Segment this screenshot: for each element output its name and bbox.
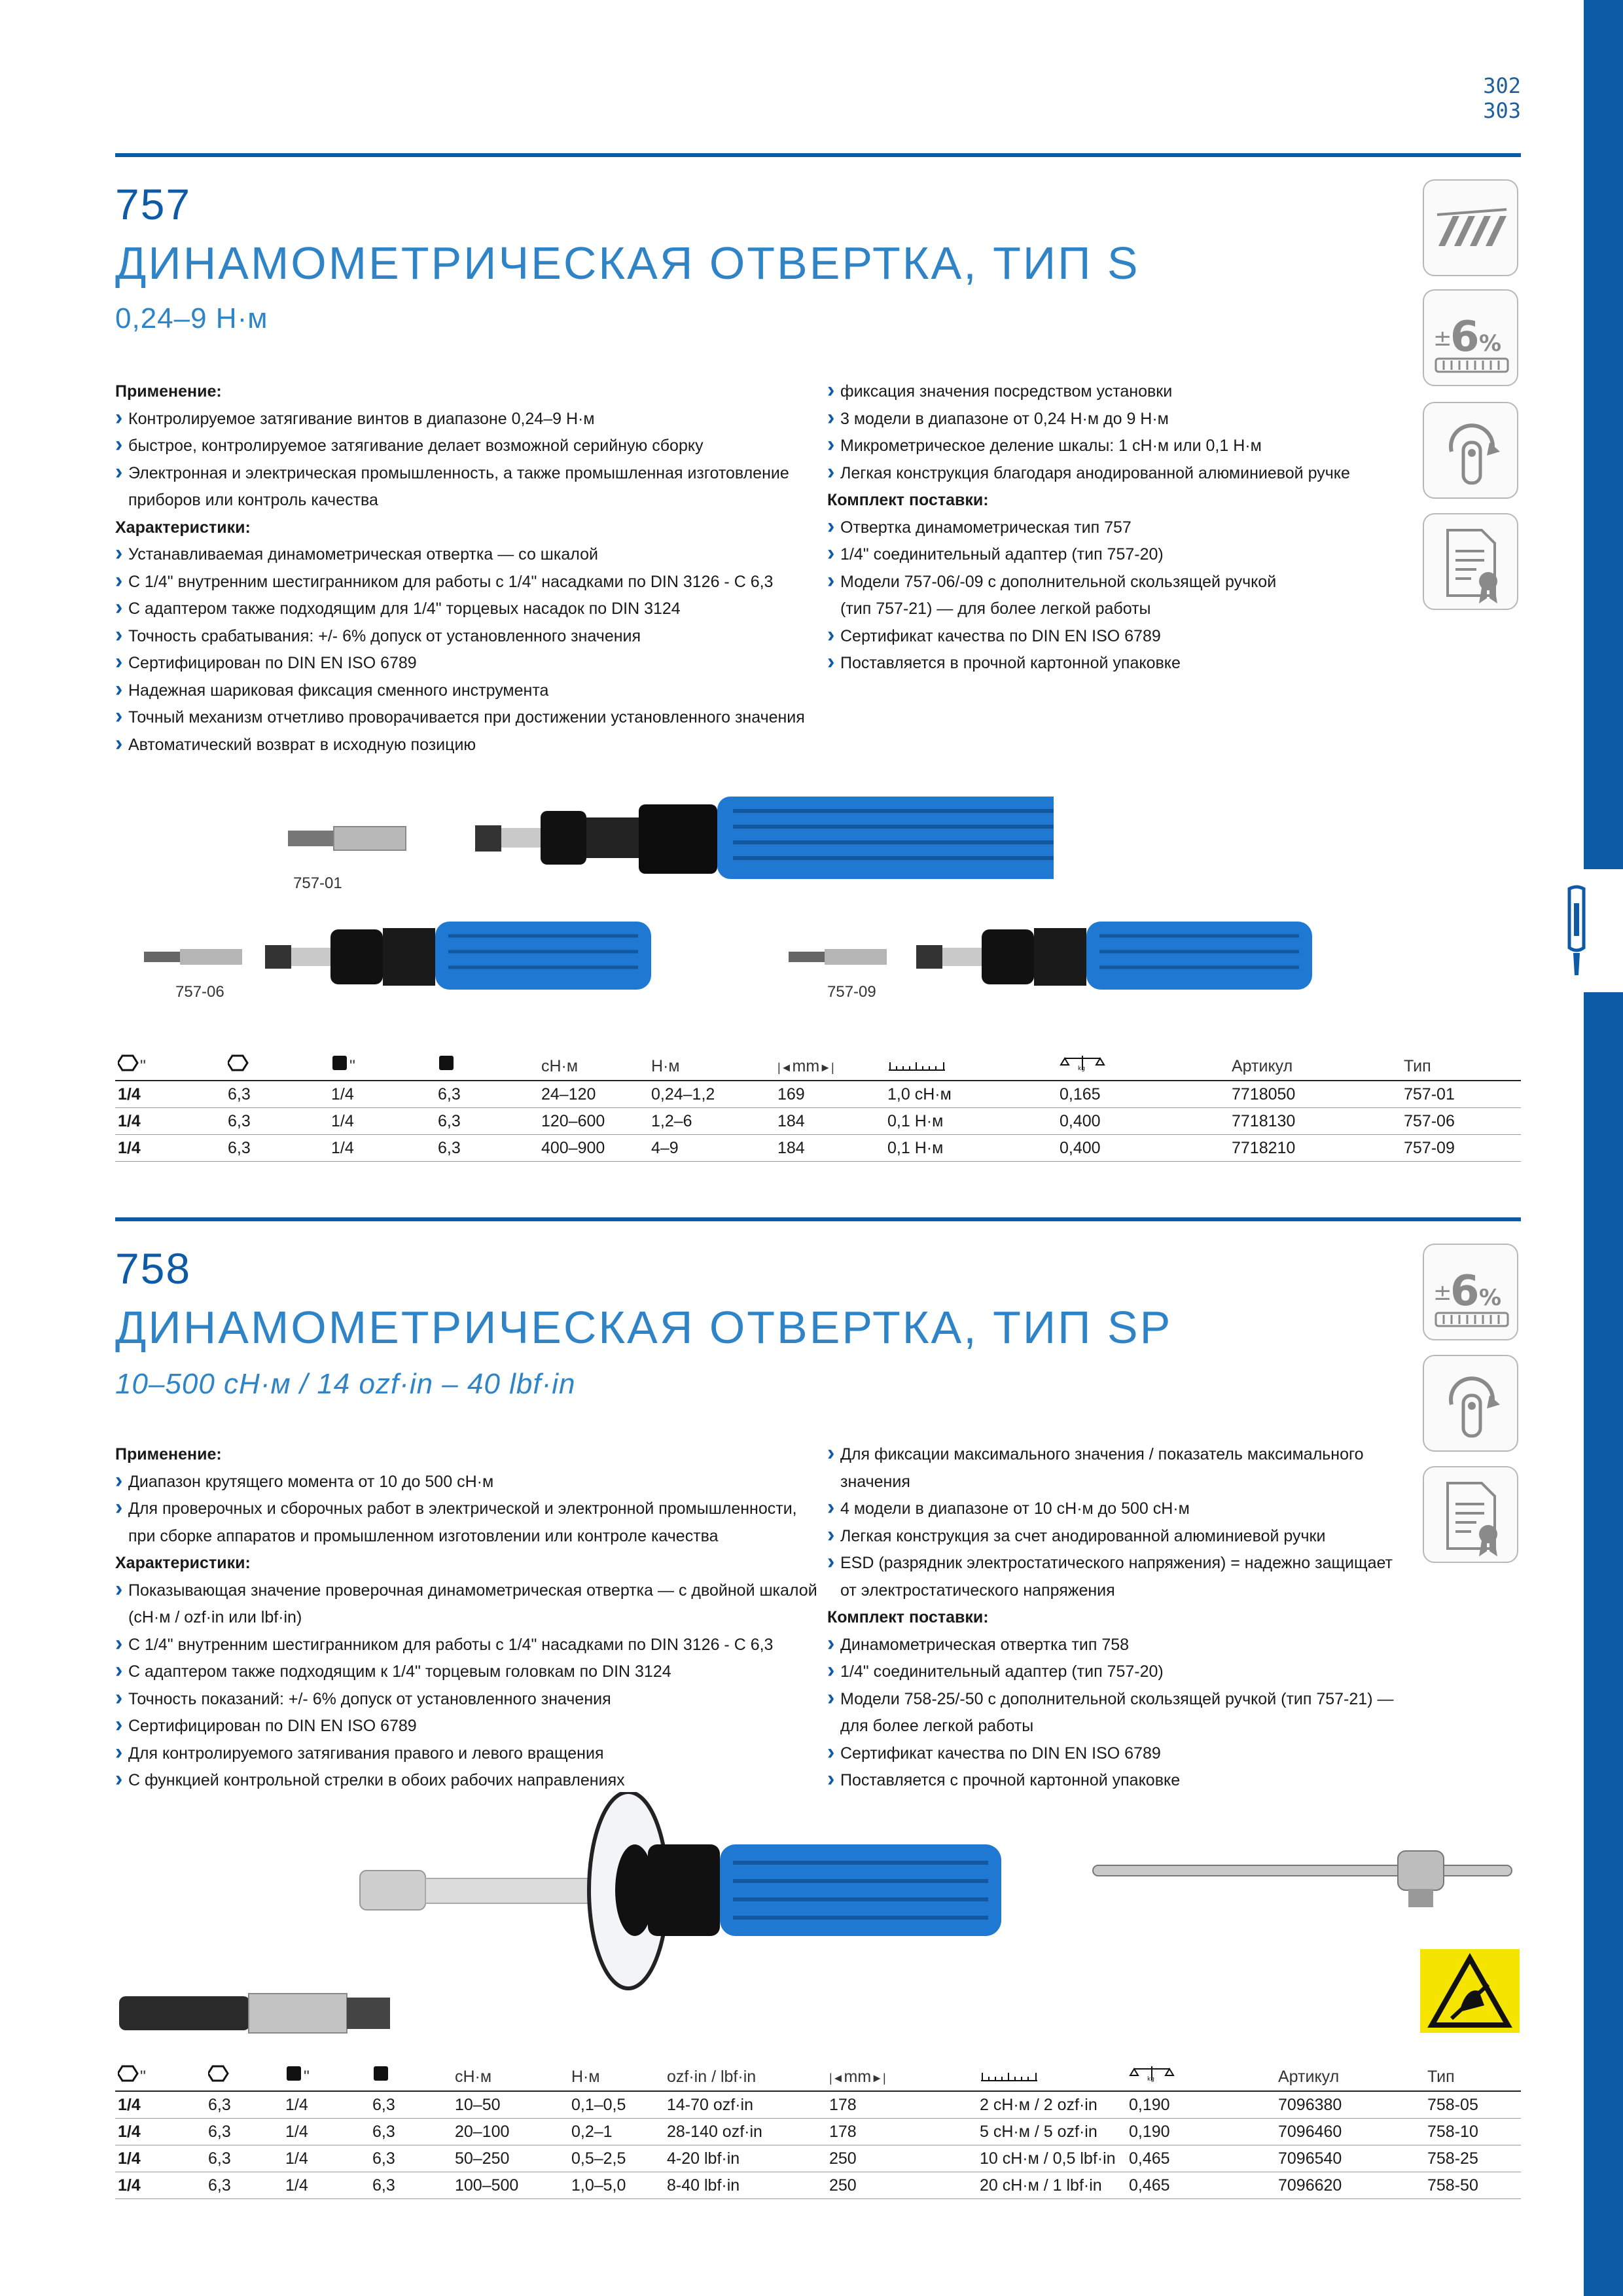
screwdriver-757-01-image [281, 789, 1054, 884]
table-cell: 1/4 [283, 2119, 370, 2145]
th-label: mm [792, 1057, 820, 1075]
table-row [115, 2119, 1521, 2145]
section-758-spec-table [115, 2060, 1521, 2199]
table-cell: 6,3 [225, 1081, 329, 1108]
screwdriver-757-06-image [141, 915, 651, 994]
table-cell: 1,2–6 [649, 1108, 775, 1135]
table-cell: 7096380 [1275, 2091, 1425, 2119]
section-heading: Применение: [115, 382, 222, 401]
table-cell: 6,3 [435, 1081, 539, 1108]
arrow-right-icon: ►| [819, 1061, 834, 1074]
table-cell: 5 сН·м / 5 ozf·in [977, 2119, 1126, 2145]
accuracy-value: 6 [1450, 313, 1480, 361]
bullet-item: › Показывающая значение проверочная динамометрическая отвертка — с двойной шкалой [115, 1577, 822, 1605]
table-cell: 20 сН·м / 1 lbf·in [977, 2172, 1126, 2199]
section-757-left-column [115, 378, 809, 759]
section-757-right-column [827, 378, 1416, 677]
torque-hand-icon-758 [1423, 1355, 1518, 1452]
th-label: " [304, 2068, 310, 2086]
table-cell: 7096540 [1275, 2145, 1425, 2172]
table-cell: 0,165 [1057, 1081, 1229, 1108]
th-label: " [140, 2068, 146, 2086]
table-cell: 6,3 [370, 2091, 452, 2119]
table-cell: 178 [827, 2119, 977, 2145]
th-square-drive [329, 1050, 435, 1081]
bullet-item: › ESD (разрядник электростатического напряжения) = надежно защищает [827, 1550, 1416, 1577]
th-length [775, 1050, 885, 1081]
table-cell: 7718210 [1229, 1135, 1401, 1162]
table-cell: 1/4 [329, 1081, 435, 1108]
th-scale [977, 2060, 1126, 2091]
esd-warning-icon [1420, 1949, 1520, 2033]
arrow-left-icon: |◄ [829, 2072, 844, 2085]
section-758-model-number: 758 [115, 1244, 192, 1293]
bullet-item-continuation: (сН·м / ozf·in или lbf·in) [128, 1608, 302, 1626]
page-number-left: 302 [1483, 73, 1521, 98]
bullet-item: › 4 модели в диапазоне от 10 сН·м до 500 сН·м [827, 1496, 1416, 1523]
table-cell: 6,3 [370, 2145, 452, 2172]
table-row [115, 2091, 1521, 2119]
table-cell: 6,3 [205, 2172, 283, 2199]
table-cell: 0,190 [1126, 2091, 1275, 2119]
certificate-icon [1423, 513, 1518, 610]
table-header-row [115, 1050, 1521, 1081]
hex-outline-icon [118, 2065, 140, 2082]
section-758-rule [115, 1217, 1521, 1221]
section-heading: Характеристики: [115, 518, 251, 537]
table-cell: 0,5–2,5 [569, 2145, 664, 2172]
table-cell: 0,465 [1126, 2172, 1275, 2199]
bullet-item: › Диапазон крутящего момента от 10 до 500 сН·м [115, 1469, 822, 1496]
th-article: Артикул [1275, 2060, 1425, 2091]
bullet-item: › Модели 757-06/-09 с дополнительной скользящей ручкой [827, 569, 1416, 596]
bullet-item: › быстрое, контролируемое затягивание делает возможной серийную сборку [115, 433, 809, 460]
table-cell: 6,3 [435, 1135, 539, 1162]
accuracy-sign: ± [1433, 325, 1452, 351]
bullet-item-continuation: значения [840, 1472, 910, 1491]
th-nm: Н·м [649, 1050, 775, 1081]
table-cell: 184 [775, 1135, 885, 1162]
svg-text:kg: kg [1147, 2076, 1154, 2082]
screwdriver-tab-icon [1561, 885, 1592, 977]
table-cell: 757-06 [1401, 1108, 1521, 1135]
bullet-item: › Для проверочных и сборочных работ в электрической и электронной промышленности, [115, 1496, 822, 1523]
table-cell: 1/4 [115, 2091, 205, 2119]
hex-outline-icon [118, 1054, 140, 1071]
th-label: " [349, 1057, 355, 1075]
section-heading: Характеристики: [115, 1554, 251, 1572]
table-cell: 6,3 [205, 2119, 283, 2145]
section-758-left-column [115, 1441, 822, 1795]
table-cell: 758-10 [1425, 2119, 1521, 2145]
bullet-item: › 1/4" соединительный адаптер (тип 757-20) [827, 541, 1416, 569]
table-cell: 0,24–1,2 [649, 1081, 775, 1108]
right-edge-bar [1584, 0, 1623, 2296]
table-cell: 250 [827, 2172, 977, 2199]
bullet-item: › Поставляется в прочной картонной упаковке [827, 650, 1416, 677]
table-cell: 250 [827, 2145, 977, 2172]
section-757-rule [115, 153, 1521, 157]
table-cell: 758-05 [1425, 2091, 1521, 2119]
bullet-item-continuation: приборов или контроль качества [128, 491, 378, 509]
table-cell: 4–9 [649, 1135, 775, 1162]
scale-ruler-icon [887, 1057, 946, 1071]
bullet-item-continuation: (тип 757-21) — для более легкой работы [840, 600, 1151, 618]
accuracy-6-percent-icon-758 [1423, 1244, 1518, 1340]
table-cell: 1/4 [115, 2145, 205, 2172]
table-cell: 1,0–5,0 [569, 2172, 664, 2199]
bullet-item: › Точность показаний: +/- 6% допуск от установленного значения [115, 1686, 822, 1713]
section-758-right-column [827, 1441, 1416, 1795]
bullet-item-continuation: от электростатического напряжения [840, 1581, 1115, 1600]
table-cell: 1/4 [115, 1081, 225, 1108]
table-row [115, 1081, 1521, 1108]
table-cell: 28-140 ozf·in [664, 2119, 827, 2145]
table-cell: 0,400 [1057, 1135, 1229, 1162]
table-cell: 1,0 сН·м [885, 1081, 1057, 1108]
th-square-size [435, 1050, 539, 1081]
screwdriver-757-09-image [785, 915, 1312, 994]
bullet-item: › Легкая конструкция за счет анодированной алюминиевой ручки [827, 1523, 1416, 1551]
bullet-item: › С адаптером также подходящим к 1/4" торцевым головкам по DIN 3124 [115, 1659, 822, 1686]
accuracy-unit: % [1479, 331, 1502, 357]
bullet-item: › С функцией контрольной стрелки в обоих рабочих направлениях [115, 1767, 822, 1795]
bullet-item: › Поставляется с прочной картонной упаковке [827, 1767, 1416, 1795]
table-cell: 14-70 ozf·in [664, 2091, 827, 2119]
bullet-item: › Надежная шариковая фиксация сменного инструмента [115, 677, 809, 705]
th-length [827, 2060, 977, 2091]
section-758-subtitle: 10–500 сН·м / 14 ozf·in – 40 lbf·in [115, 1368, 576, 1400]
table-cell: 10 сН·м / 0,5 lbf·in [977, 2145, 1126, 2172]
page-numbers [1459, 73, 1521, 123]
adapter-758-image [118, 1987, 393, 2039]
table-cell: 7718130 [1229, 1108, 1401, 1135]
bullet-item: › Точность срабатывания: +/- 6% допуск от установленного значения [115, 623, 809, 651]
table-cell: 2 сН·м / 2 ozf·in [977, 2091, 1126, 2119]
th-label: mm [844, 2068, 872, 2086]
table-cell: 0,1 Н·м [885, 1135, 1057, 1162]
table-cell: 0,400 [1057, 1108, 1229, 1135]
th-nm: Н·м [569, 2060, 664, 2091]
bullet-item-continuation: при сборке аппаратов и промышленном изготовлении или контроле качества [128, 1526, 719, 1545]
th-type: Тип [1425, 2060, 1521, 2091]
th-weight [1126, 2060, 1275, 2091]
section-757-subtitle: 0,24–9 Н·м [115, 302, 268, 334]
caption-757-09: 757-09 [827, 983, 876, 1001]
table-cell: 6,3 [435, 1108, 539, 1135]
th-cnm: сН·м [452, 2060, 569, 2091]
table-cell: 0,2–1 [569, 2119, 664, 2145]
svg-text:kg: kg [1078, 1066, 1085, 1071]
bullet-item: › Контролируемое затягивание винтов в диапазоне 0,24–9 Н·м [115, 406, 809, 433]
bullet-item: › фиксация значения посредством установки [827, 378, 1416, 406]
certificate-icon-758 [1423, 1466, 1518, 1563]
th-label: " [140, 1057, 146, 1075]
th-square-drive [283, 2060, 370, 2091]
table-cell: 7718050 [1229, 1081, 1401, 1108]
th-weight [1057, 1050, 1229, 1081]
table-cell: 4-20 lbf·in [664, 2145, 827, 2172]
th-hex-size [225, 1050, 329, 1081]
bullet-item-continuation: для более легкой работы [840, 1717, 1034, 1735]
table-cell: 6,3 [205, 2091, 283, 2119]
table-cell: 6,3 [205, 2145, 283, 2172]
bullet-item: › Для контролируемого затягивания правого и левого вращения [115, 1740, 822, 1768]
bullet-item: › Автоматический возврат в исходную позицию [115, 732, 809, 759]
section-757-title: ДИНАМОМЕТРИЧЕСКАЯ ОТВЕРТКА, ТИП S [115, 238, 1140, 289]
accuracy-unit: % [1479, 1285, 1502, 1311]
table-cell: 10–50 [452, 2091, 569, 2119]
bullet-item: › С 1/4" внутренним шестигранником для работы с 1/4" насадками по DIN 3126 - С 6,3 [115, 569, 809, 596]
table-cell: 6,3 [225, 1108, 329, 1135]
table-row [115, 2172, 1521, 2199]
ratchet-wave-icon [1423, 179, 1518, 276]
square-filled-icon [438, 1054, 456, 1071]
th-article: Артикул [1229, 1050, 1401, 1081]
page-number-right: 303 [1483, 98, 1521, 123]
bullet-item: › Сертификат качества по DIN EN ISO 6789 [827, 623, 1416, 651]
th-ozf-lbf: ozf·in / lbf·in [664, 2060, 827, 2091]
table-cell: 100–500 [452, 2172, 569, 2199]
table-cell: 1/4 [115, 2172, 205, 2199]
bullet-item: › Сертифицирован по DIN EN ISO 6789 [115, 650, 809, 677]
table-cell: 1/4 [115, 1135, 225, 1162]
weight-balance-icon [1060, 1054, 1105, 1071]
table-cell: 0,1–0,5 [569, 2091, 664, 2119]
th-hex-drive [115, 1050, 225, 1081]
arrow-right-icon: ►| [871, 2072, 886, 2085]
table-cell: 24–120 [539, 1081, 649, 1108]
table-cell: 50–250 [452, 2145, 569, 2172]
bullet-item: › С адаптером также подходящим для 1/4" торцевых насадок по DIN 3124 [115, 596, 809, 623]
section-757-model-number: 757 [115, 180, 192, 228]
table-cell: 178 [827, 2091, 977, 2119]
accuracy-6-percent-icon [1423, 289, 1518, 386]
bullet-item: › Устанавливаемая динамометрическая отвертка — со шкалой [115, 541, 809, 569]
table-cell: 120–600 [539, 1108, 649, 1135]
bullet-item: › Легкая конструкция благодаря анодированной алюминиевой ручке [827, 460, 1416, 488]
table-cell: 1/4 [115, 2119, 205, 2145]
th-type: Тип [1401, 1050, 1521, 1081]
hex-outline-icon [208, 2065, 230, 2082]
bullet-item: › Динамометрическая отвертка тип 758 [827, 1632, 1416, 1659]
table-cell: 400–900 [539, 1135, 649, 1162]
table-cell: 7096460 [1275, 2119, 1425, 2145]
bullet-item: › Сертификат качества по DIN EN ISO 6789 [827, 1740, 1416, 1768]
th-cnm: сН·м [539, 1050, 649, 1081]
table-row [115, 1108, 1521, 1135]
th-scale [885, 1050, 1057, 1081]
square-filled-icon [372, 2065, 391, 2082]
table-cell: 758-50 [1425, 2172, 1521, 2199]
table-cell: 0,1 Н·м [885, 1108, 1057, 1135]
table-cell: 6,3 [370, 2172, 452, 2199]
table-cell: 1/4 [283, 2145, 370, 2172]
arrow-left-icon: |◄ [777, 1061, 793, 1074]
table-cell: 1/4 [329, 1108, 435, 1135]
table-cell: 6,3 [225, 1135, 329, 1162]
table-cell: 0,465 [1126, 2145, 1275, 2172]
table-cell: 1/4 [115, 1108, 225, 1135]
bullet-item: › Сертифицирован по DIN EN ISO 6789 [115, 1713, 822, 1740]
torque-hand-icon [1423, 402, 1518, 499]
th-hex-size [205, 2060, 283, 2091]
table-cell: 8-40 lbf·in [664, 2172, 827, 2199]
table-header-row [115, 2060, 1521, 2091]
bullet-item: › Электронная и электрическая промышленность, а также промышленная изготовление [115, 460, 809, 488]
table-cell: 1/4 [283, 2172, 370, 2199]
section-757-spec-table [115, 1050, 1521, 1162]
section-758-title: ДИНАМОМЕТРИЧЕСКАЯ ОТВЕРТКА, ТИП SP [115, 1302, 1173, 1353]
table-cell: 757-09 [1401, 1135, 1521, 1162]
th-square-size [370, 2060, 452, 2091]
accuracy-sign: ± [1433, 1280, 1452, 1306]
bullet-item: › Точный механизм отчетливо проворачивается при достижении установленного значения [115, 704, 809, 732]
bullet-item: › Модели 758-25/-50 с дополнительной скользящей ручкой (тип 757-21) — [827, 1686, 1416, 1713]
table-cell: 20–100 [452, 2119, 569, 2145]
bullet-item: › С 1/4" внутренним шестигранником для работы с 1/4" насадками по DIN 3126 - С 6,3 [115, 1632, 822, 1659]
square-filled-icon [331, 1054, 349, 1071]
table-cell: 6,3 [370, 2119, 452, 2145]
bullet-item: › Отвертка динамометрическая тип 757 [827, 514, 1416, 542]
table-cell: 757-01 [1401, 1081, 1521, 1108]
table-row [115, 1135, 1521, 1162]
table-cell: 1/4 [283, 2091, 370, 2119]
section-heading: Комплект поставки: [827, 491, 989, 509]
table-cell: 184 [775, 1108, 885, 1135]
scale-ruler-icon [980, 2068, 1039, 2082]
table-cell: 0,190 [1126, 2119, 1275, 2145]
table-cell: 7096620 [1275, 2172, 1425, 2199]
caption-757-06: 757-06 [175, 983, 224, 1001]
th-hex-drive [115, 2060, 205, 2091]
table-cell: 169 [775, 1081, 885, 1108]
caption-757-01: 757-01 [293, 874, 342, 892]
bullet-item: › Для фиксации максимального значения / показатель максимального [827, 1441, 1416, 1469]
table-row [115, 2145, 1521, 2172]
table-cell: 758-25 [1425, 2145, 1521, 2172]
section-heading: Комплект поставки: [827, 1608, 989, 1626]
bullet-item: › 1/4" соединительный адаптер (тип 757-20) [827, 1659, 1416, 1686]
table-cell: 1/4 [329, 1135, 435, 1162]
hex-outline-icon [228, 1054, 250, 1071]
t-handle-image [1092, 1838, 1517, 1910]
square-filled-icon [285, 2065, 304, 2082]
bullet-item: › Микрометрическое деление шкалы: 1 сН·м или 0,1 Н·м [827, 433, 1416, 460]
accuracy-value: 6 [1450, 1267, 1480, 1316]
weight-balance-icon [1129, 2065, 1175, 2082]
section-heading: Применение: [115, 1445, 222, 1463]
bullet-item: › 3 модели в диапазоне от 0,24 Н·м до 9 Н·м [827, 406, 1416, 433]
screwdriver-758-image [353, 1792, 1008, 1995]
